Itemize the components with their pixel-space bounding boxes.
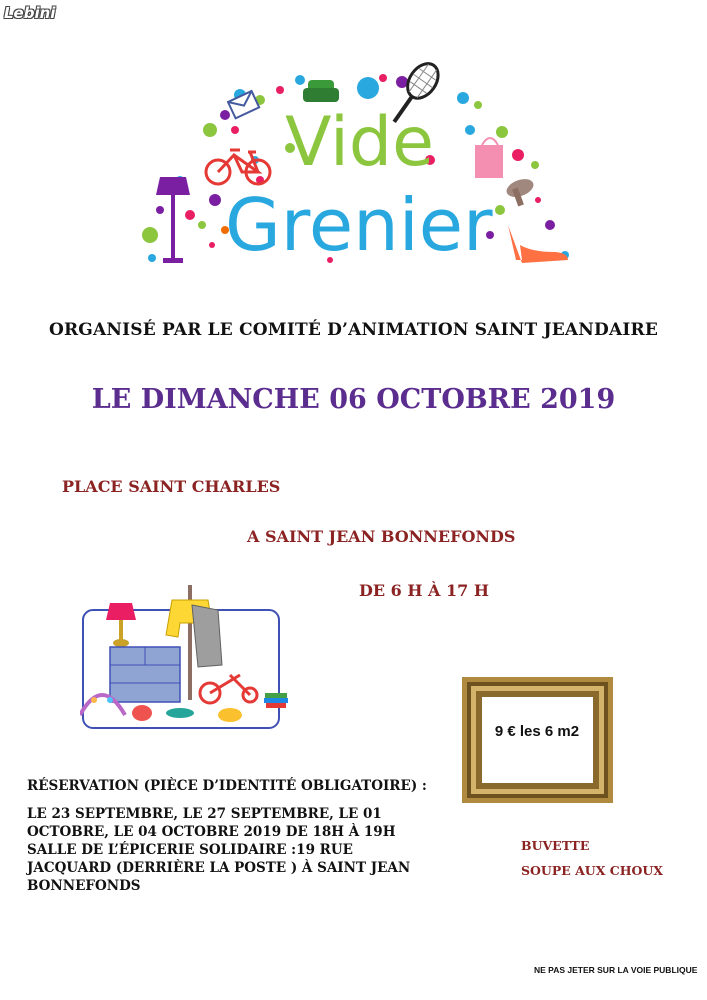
second-hand-items-illustration: [80, 575, 295, 735]
footer-notice: NE PAS JETER SUR LA VOIE PUBLIQUE: [534, 965, 698, 975]
soupe-label: SOUPE AUX CHOUX: [521, 863, 663, 878]
event-hours: DE 6 H À 17 H: [359, 581, 489, 600]
price-label: 9 € les 6 m2: [494, 723, 580, 740]
logo-grenier-text: Grenier: [225, 183, 493, 267]
buvette-label: BUVETTE: [521, 838, 590, 853]
armchair-icon: [303, 80, 339, 102]
vide-grenier-logo: [130, 60, 580, 275]
reservation-title: RÉSERVATION (PIÈCE D’IDENTITÉ OBLIGATOIRE) :: [27, 778, 427, 794]
envelope-icon: [228, 91, 259, 118]
lamp-icon: [156, 177, 190, 263]
high-heel-icon: [508, 225, 568, 263]
shopping-bag-icon: [475, 138, 503, 178]
hair-dryer-icon: [504, 176, 536, 207]
reservation-details: LE 23 SEPTEMBRE, LE 27 SEPTEMBRE, LE 01 OCTOBRE, LE 04 OCTOBRE 2019 DE 18H À 19H SALLE DE L’ÉPICERIE SOLIDAIRE :19 RUE JACQUARD (DERRIÈRE LA POSTE ) À SAINT JEAN BONNEFONDS: [27, 806, 411, 894]
logo-vide-text: Vide: [285, 103, 434, 182]
watermark: Lebini: [4, 4, 56, 22]
event-town: A SAINT JEAN BONNEFONDS: [247, 527, 516, 546]
gilded-frame: [460, 675, 615, 805]
event-place: PLACE SAINT CHARLES: [62, 477, 281, 496]
organiser-heading: ORGANISÉ PAR LE COMITÉ D’ANIMATION SAINT JEANDAIRE: [48, 320, 659, 340]
event-date: LE DIMANCHE 06 OCTOBRE 2019: [91, 384, 616, 415]
